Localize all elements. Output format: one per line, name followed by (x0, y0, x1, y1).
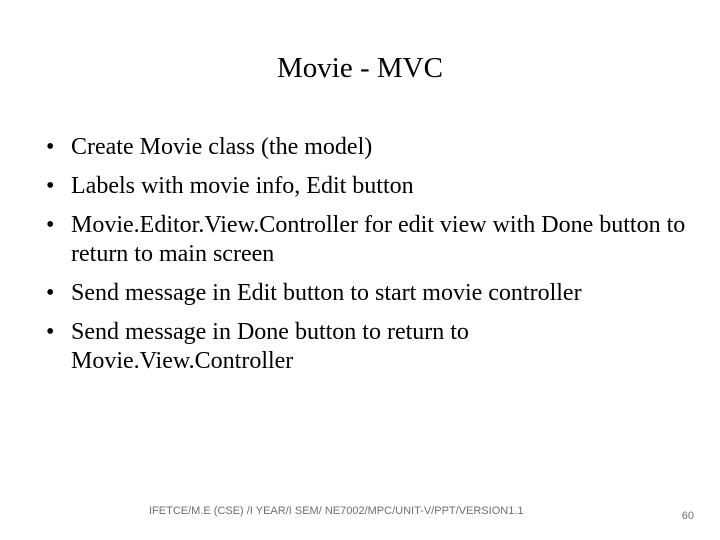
bullet-item (46, 133, 696, 162)
bullet-item (46, 318, 696, 376)
bullet-list (46, 133, 696, 376)
page-number: 60 (681, 510, 694, 522)
bullet-text: Labels with movie info, Edit button (71, 173, 414, 199)
slide-title: Movie - MVC (277, 52, 443, 84)
bullet-item (46, 172, 696, 201)
footer-text: IFETCE/M.E (CSE) /I YEAR/I SEM/ NE7002/MPC/UNIT-V/PPT/VERSION1.1 (149, 505, 524, 517)
bullet-dot-icon: • (46, 173, 55, 199)
bullet-dot-icon: • (46, 134, 55, 160)
bullet-dot-icon: • (46, 280, 55, 306)
bullet-text: Send message in Done button to return to Movie.View.Controller (71, 319, 469, 374)
bullet-dot-icon: • (46, 319, 55, 345)
bullet-text: Movie.Editor.View.Controller for edit view with Done button to return to main screen (71, 212, 686, 267)
bullet-item (46, 279, 696, 308)
bullet-item (46, 211, 696, 269)
bullet-text: Create Movie class (the model) (71, 134, 373, 160)
bullet-text: Send message in Edit button to start movie controller (71, 280, 582, 306)
bullet-dot-icon: • (46, 212, 55, 238)
